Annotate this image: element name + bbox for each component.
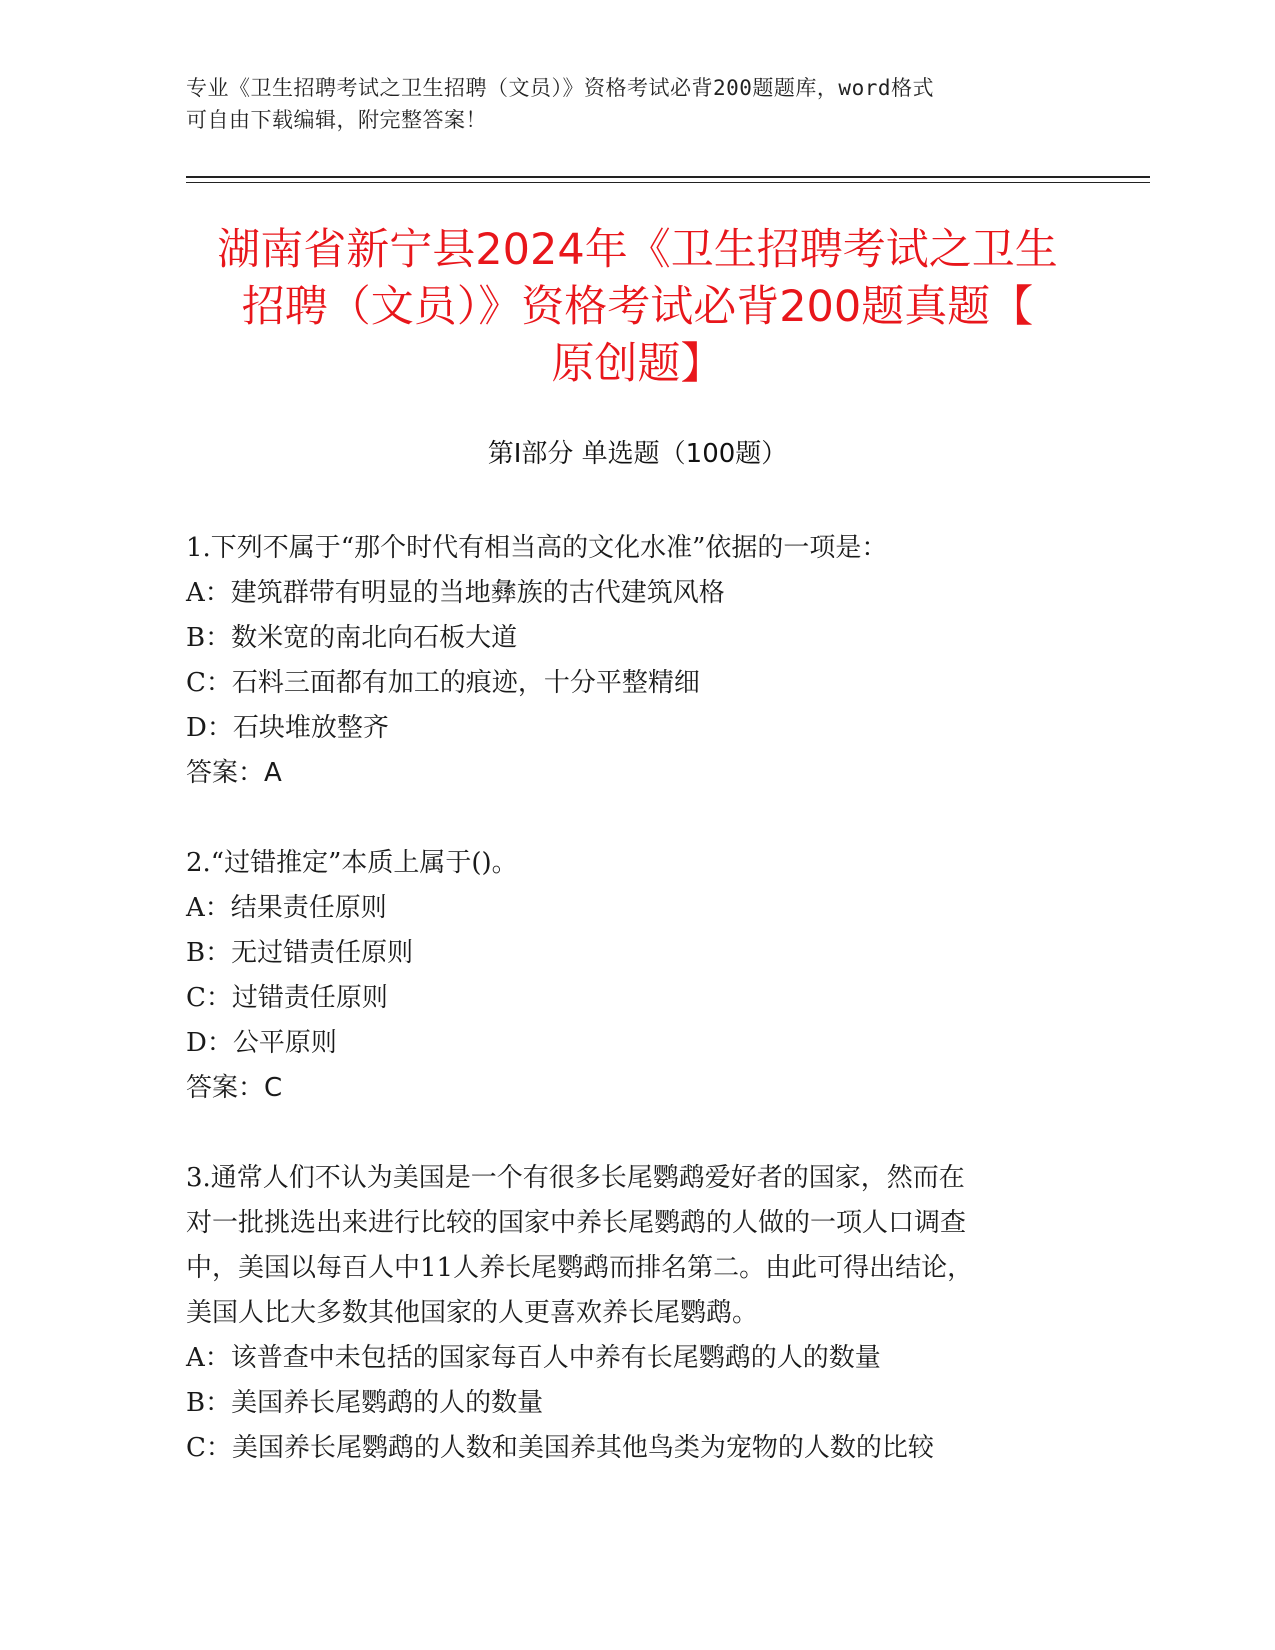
header-note [186, 72, 1066, 136]
question-stem-line2: 对一批挑选出来进行比较的国家中养长尾鹦鹉的人做的一项人口调查 [186, 1208, 967, 1238]
question-stem-line1: 3.通常人们不认为美国是一个有很多长尾鹦鹉爱好者的国家，然而在 [186, 1163, 965, 1193]
question-stem: 1.下列不属于“那个时代有相当高的文化水准”依据的一项是： [186, 533, 888, 563]
option-c: C：美国养长尾鹦鹉的人数和美国养其他鸟类为宠物的人数的比较 [186, 1433, 934, 1463]
option-a: A：结果责任原则 [186, 893, 387, 923]
option-a: A：建筑群带有明显的当地彝族的古代建筑风格 [186, 578, 725, 608]
option-d: D：石块堆放整齐 [186, 713, 389, 743]
question-stem-line3: 中，美国以每百人中11人养长尾鹦鹉而排名第二。由此可得出结论， [186, 1253, 974, 1283]
header-divider-thick [186, 176, 1150, 178]
question-stem: 2.“过错推定”本质上属于()。 [186, 848, 518, 878]
header-note-line1: 专业《卫生招聘考试之卫生招聘（文员）》资格考试必背200题题库，word格式 [186, 76, 934, 100]
option-c: C：石料三面都有加工的痕迹，十分平整精细 [186, 668, 700, 698]
answer: 答案：C [186, 1073, 283, 1103]
header-note-line2: 可自由下载编辑，附完整答案！ [186, 108, 487, 132]
question-3 [186, 1156, 1066, 1471]
question-list [186, 526, 1066, 1516]
option-b: B：无过错责任原则 [186, 938, 414, 968]
title-line1: 湖南省新宁县2024年《卫生招聘考试之卫生 [217, 225, 1058, 275]
document-title [170, 222, 1105, 393]
title-line2: 招聘（文员）》资格考试必背200题真题【 [241, 282, 1034, 332]
option-b: B：数米宽的南北向石板大道 [186, 623, 518, 653]
answer: 答案：A [186, 758, 282, 788]
option-d: D：公平原则 [186, 1028, 337, 1058]
section-heading: 第I部分 单选题（100题） [487, 439, 788, 469]
question-stem-line4: 美国人比大多数其他国家的人更喜欢养长尾鹦鹉。 [186, 1298, 759, 1328]
option-a: A：该普查中未包括的国家每百人中养有长尾鹦鹉的人的数量 [186, 1343, 881, 1373]
title-line3: 原创题】 [551, 339, 724, 389]
option-b: B：美国养长尾鹦鹉的人的数量 [186, 1388, 544, 1418]
header-divider-thin [186, 182, 1150, 183]
question-2 [186, 841, 1066, 1111]
question-1 [186, 526, 1066, 796]
option-c: C：过错责任原则 [186, 983, 388, 1013]
